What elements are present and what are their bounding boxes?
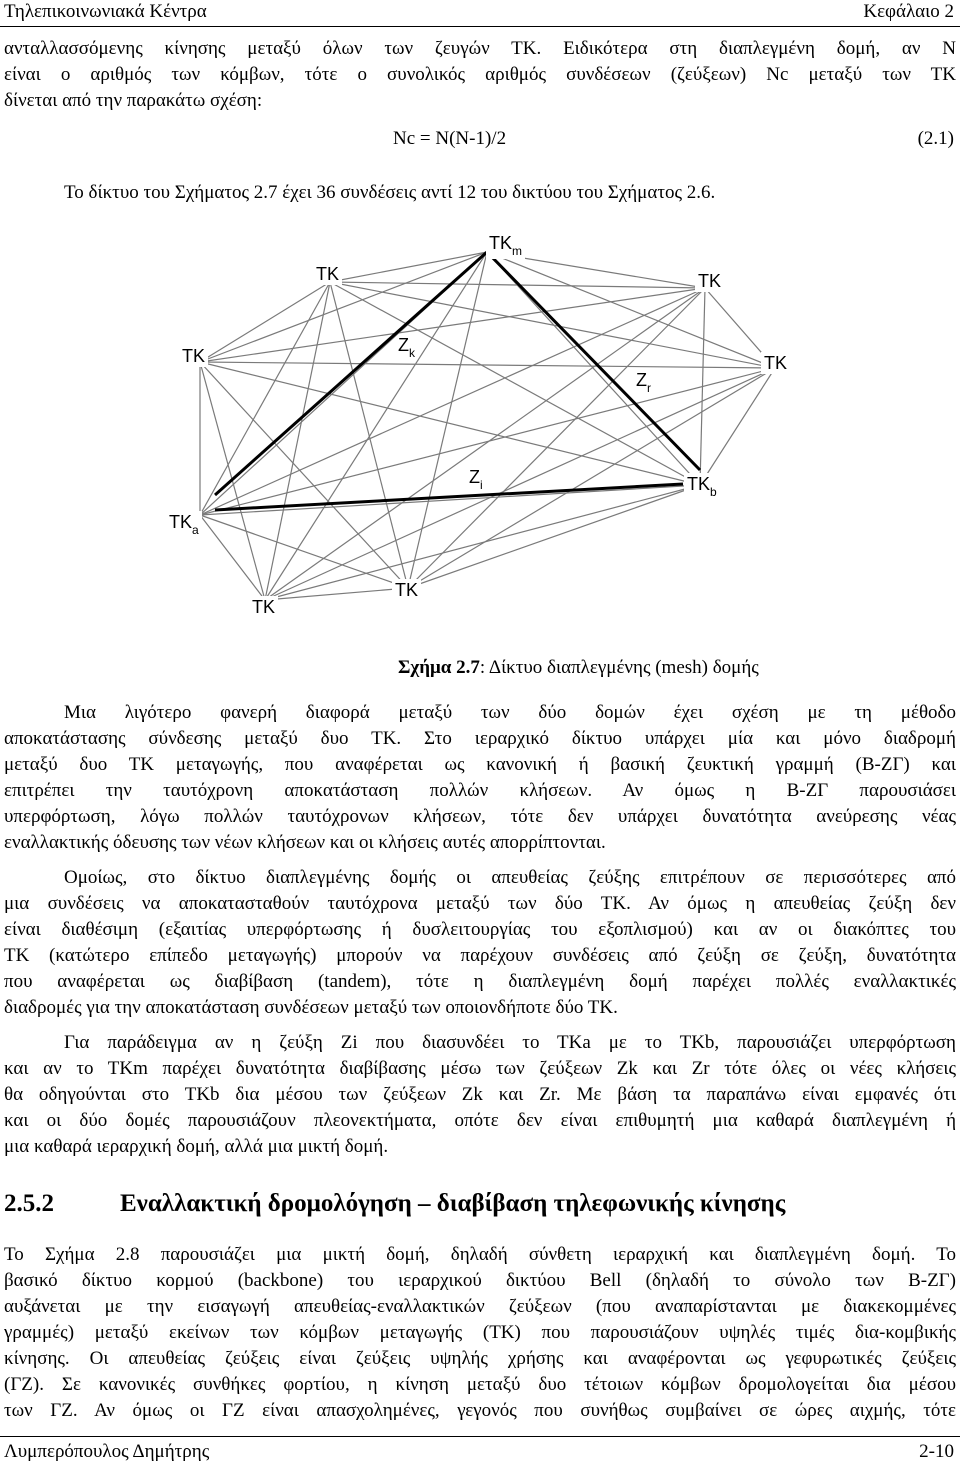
- node-tk: ΤΚ: [182, 346, 206, 366]
- text-line: ΤΚ (κατώτερο επίπεδο μεταγωγής) μπορούν να παρέχουν συνδέσεις από ζεύξη σε ζεύξη, δυνατότητα: [4, 945, 956, 966]
- text-line: είναι ο αριθμός των κόμβων, τότε ο συνολικός αριθμός συνδέσεων (ζεύξεων) Nc μεταξύ των ΤΚ: [4, 64, 956, 85]
- text-line: και οι δύο δομές παρουσιάζουν πλεονεκτήματα, οπότε δεν είναι επιθυμητή μια καθαρά διαπλεγμένη ή: [4, 1110, 956, 1131]
- text-line: κίνησης. Οι απευθείας ζεύξεις είναι ζεύξεις υψηλής χρήσης και αναφέρονται ως γεφυρωτικές ζεύξεις: [4, 1348, 956, 1369]
- text-line: υπερφόρτωση, λόγω πολλών ταυτόχρονων κλήσεων, τότε δεν υπάρχει δυνατότητα ανεύρεσης νέας: [4, 806, 956, 827]
- node-tk: ΤΚ: [698, 271, 722, 291]
- text-line: Για παράδειγμα αν η ζεύξη Ζi που διασυνδέει το ΤΚa με το ΤΚb, παρουσιάζει υπερφόρτωση: [64, 1032, 956, 1053]
- mesh-link: [200, 282, 330, 515]
- text-line: βασικό δίκτυο κορμού (backbone) του ιεραρχικού δικτύου Bell (δηλαδή το σύνολο των Β-ΖΓ): [4, 1270, 956, 1291]
- section-number: 2.5.2: [4, 1190, 54, 1217]
- text-line: Μια λιγότερο φανερή διαφορά μεταξύ των δύο δομών έχει σχέση με τη μέθοδο: [64, 702, 956, 723]
- header-chapter: Κεφάλαιο 2: [863, 1, 954, 22]
- mesh-link: [200, 288, 705, 515]
- mesh-link: [200, 362, 700, 485]
- text-line: είναι διαθέσιμη (εξαιτίας υπερφόρτωσης ή δυσλειτουργίας του εξοπλισμού) και αν οι διακόπτες του: [4, 919, 956, 940]
- mesh-link: [200, 485, 700, 515]
- node-tk: ΤΚ: [316, 264, 340, 284]
- mesh-link: [330, 282, 408, 588]
- text-line: διαδρομές για την αποκατάσταση συνδέσεων μεταξύ των οποιονδήποτε δύο ΤΚ.: [4, 997, 618, 1018]
- link-zr: [487, 252, 700, 470]
- text-line: Το Σχήμα 2.8 παρουσιάζει μια μικτή δομή, δηλαδή σύνθετη ιεραρχική και διαπλεγμένη δομή. Το: [4, 1244, 956, 1265]
- text-line: μια καθαρά ιεραρχική δομή, αλλά μια μικτή δομή.: [4, 1136, 389, 1157]
- mesh-link: [265, 288, 705, 600]
- section-heading: [4, 1190, 785, 1218]
- path-links: [215, 252, 700, 510]
- node-tk: ΤΚ: [252, 597, 276, 617]
- link-zk: [215, 252, 487, 495]
- text-line: επιτρέπει την ταυτόχρονη αποκατάσταση πολλών κλήσεων. Αν όμως η Β-ΖΓ παρουσιάσει: [4, 780, 956, 801]
- mesh-link: [330, 252, 487, 282]
- caption-label: Σχήμα 2.7: [398, 657, 480, 678]
- section-title: Εναλλακτική δρομολόγηση – διαβίβαση τηλεφωνικής κίνησης: [120, 1190, 786, 1217]
- link-label-zi: $Z_i$: [469, 467, 483, 492]
- node-tka: $TK_a$: [169, 512, 199, 537]
- text-line: γραμμές) μεταξύ εκείνων των κόμβων μεταγωγής (ΤΚ) που παρουσιάζουν υψηλές τιμές δια-κομβικής: [4, 1322, 956, 1343]
- paragraph-3: [4, 1030, 956, 1160]
- text-line: εναλλακτικής όδευσης των νέων κλήσεων και οι κλήσεις αυτές απορρίπτονται.: [4, 832, 606, 853]
- mesh-link: [265, 252, 487, 600]
- node-tk: ΤΚ: [395, 580, 419, 600]
- text-line: δίνεται από την παρακάτω σχέση:: [4, 90, 263, 111]
- figure-caption: [398, 657, 759, 679]
- mesh-links: [200, 252, 775, 600]
- page-number: 2-10: [919, 1441, 954, 1462]
- text-line: μια συνδέσεις να αποκατασταθούν ταυτόχρονα μεταξύ των δύο ΤΚ. Αν όμως η απευθείας ζεύξη δεν: [4, 893, 956, 914]
- link-label-zr: $Z_r$: [636, 370, 651, 395]
- text-line: αυξάνεται με την εισαγωγή απευθείας-εναλλακτικών ζεύξεων (που αναπαρίστανται με διακεκομμένες: [4, 1296, 956, 1317]
- mesh-link: [330, 282, 775, 368]
- mesh-network-figure: [0, 0, 960, 700]
- mesh-link: [200, 252, 487, 362]
- text-line: ανταλλασσόμενης κίνησης μεταξύ όλων των ζευγών ΤΚ. Ειδικότερα στη διαπλεγμένη δομή, αν Ν: [4, 38, 956, 59]
- mesh-link: [408, 252, 487, 588]
- text-line: (ΓΖ). Σε κανονικές συνθήκες φορτίου, η κίνηση μεταξύ δυο τέτοιων κόμβων δρομολογείται δια μέσου: [4, 1374, 956, 1395]
- paragraph-2: [4, 865, 956, 1021]
- page-footer: [0, 1436, 960, 1464]
- paragraph-4: [4, 1242, 956, 1424]
- mesh-link: [200, 288, 705, 362]
- header-title: Τηλεπικοινωνιακά Κέντρα: [4, 1, 207, 22]
- link-label-zk: $Z_k$: [398, 335, 415, 360]
- mesh-link: [200, 515, 265, 600]
- text-line: αποκατάστασης σύνδεσης μεταξύ δυο ΤΚ. Στο ιεραρχικό δίκτυο υπάρχει μία και μόνο διαδρομή: [4, 728, 956, 749]
- mesh-link: [487, 252, 775, 368]
- text-line: που αναφέρεται ως διαβίβαση (tandem), τότε η διαπλεγμένη δομή παρέχει πολλές εναλλακτικές: [4, 971, 956, 992]
- node-tkm: $TK_m$: [489, 233, 523, 258]
- mesh-link: [408, 288, 705, 588]
- caption-text: : Δίκτυο διαπλεγμένης (mesh) δομής: [479, 657, 759, 678]
- text-line: Ομοίως, στο δίκτυο διαπλεγμένης δομής οι απευθείας ζεύξης επιτρέπουν σε περισσότερες από: [64, 867, 956, 888]
- text-line: θα οδηγούνται στο ΤΚb δια μέσου των ζεύξεων Ζk και Ζr. Με βάση τα παραπάνω είναι εμφανές ότι: [4, 1084, 956, 1105]
- text-line: και αν το ΤΚm παρέχει δυνατότητα διαβίβασης μέσω των ζεύξεων Ζk και Ζr τότε όλες οι νέες κλήσεις: [4, 1058, 956, 1079]
- paragraph-1: [4, 700, 956, 856]
- node-tkb: $TK_b$: [687, 474, 717, 499]
- mesh-link: [200, 515, 408, 588]
- footer-rule: [0, 1436, 960, 1437]
- mesh-link: [200, 282, 330, 362]
- formula-number: (2.1): [917, 128, 954, 149]
- formula: Nc = N(N-1)/2: [393, 128, 507, 149]
- footer-author: Λυμπερόπουλος Δημήτρης: [4, 1441, 210, 1462]
- mesh-link: [200, 362, 775, 368]
- text-line: μεταξύ δυο ΤΚ μεταγωγής, που αναφέρεται ως κανονική ή βασική ζευκτική γραμμή (Β-ΖΓ) και: [4, 754, 956, 775]
- formula-note: Το δίκτυο του Σχήματος 2.7 έχει 36 συνδέσεις αντί 12 του δικτύου του Σχήματος 2.6.: [64, 182, 716, 203]
- link-zi: [215, 484, 683, 510]
- node-tk: ΤΚ: [764, 353, 788, 373]
- text-line: των ΓΖ. Αν όμως οι ΓΖ είναι απασχολημένες, γεγονός που συνήθως συμβαίνει σε ώρες αιχμής, τότε: [4, 1400, 956, 1421]
